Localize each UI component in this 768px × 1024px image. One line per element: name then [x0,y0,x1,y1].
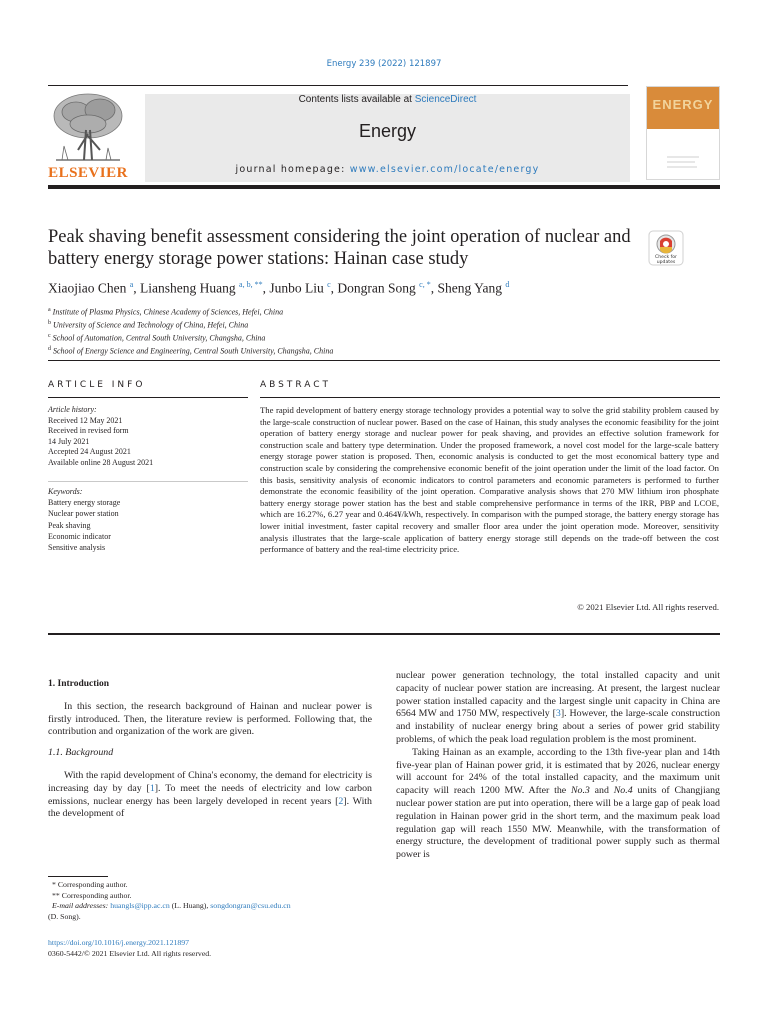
author-affiliation-marker[interactable]: a [129,280,134,289]
history-entry: Available online 28 August 2021 [48,457,154,467]
author-list [48,280,708,297]
journal-title[interactable]: Energy [358,121,417,141]
homepage-line: journal homepage: www.elsevier.com/locate/energy [235,164,540,175]
keyword: Battery energy storage [48,498,121,508]
history-entry: 14 July 2021 [48,436,90,446]
cover-title: ENERGY [652,97,714,112]
affiliation-marker: b [48,320,51,327]
affiliation-text: School of Energy Science and Engineering, Central South University, Changsha, China [53,347,334,357]
affiliation-marker: d [48,346,51,353]
contents-line: Contents lists available at ScienceDirect [298,94,477,105]
journal-cover[interactable] [646,86,720,180]
author-name[interactable]: Liansheng Huang [140,280,236,296]
email-link-huang[interactable]: huangls@ipp.ac.cn [110,901,170,911]
abstract-rule [260,397,720,398]
check-for-updates-button[interactable] [648,230,684,266]
history-entry: Received 12 May 2021 [48,415,123,425]
footnote-rule [48,876,108,877]
corresponding-author-note: ** Corresponding author. [52,890,132,900]
sciencedirect-link[interactable]: ScienceDirect [414,94,477,105]
history-entry: Accepted 24 August 2021 [48,447,131,457]
article-title: Peak shaving benefit assessment considering the joint operation of nuclear and battery energy storage power stations: Hainan case study [48,227,631,269]
author-separator: , [330,280,338,296]
affiliation-marker: c [48,333,51,340]
issn-line: 0360-5442/© 2021 Elsevier Ltd. All rights reserved. [48,948,212,958]
affiliation-marker: a [48,307,51,313]
background-paragraph: With the rapid development of China's economy, the demand for electricity is increasing day by day [1]. To meet the needs of electricity and low carbon emissions, nuclear energy has been largely developed in recent years [2]. With the development of [48,769,372,820]
affiliation-text: University of Science and Technology of China, Hefei, China [53,320,249,330]
citation-link[interactable]: Energy 239 (2022) 121897 [326,59,442,69]
affiliation-text: Institute of Plasma Physics, Chinese Academy of Sciences, Hefei, China [52,307,284,317]
publisher-name: ELSEVIER [48,165,128,181]
footnotes [48,880,372,922]
body-column-left [48,678,372,821]
affiliation-item [48,305,708,318]
author-affiliation-marker[interactable]: d [505,280,510,289]
keyword: Peak shaving [48,520,91,530]
abstract-text: The rapid development of battery energy storage technology provides a potential way to solve the grid stability problem caused by the large-scale construction of nuclear power. Based on the case of Hainan, this study analyses the economic feasibility for the joint operation of battery energy storage and nuclear power for peak shaving, and provides an effective solution framework for construction scale and battery type determination. Under the proposed framework, a novel cost model for the large-scale battery energy storage power station is proposed. Then, economic analysis is conducted to get the most economical battery type and construction scale by considering the comprehensive economic benefit of the joint operation under the limit of the load factor. On this basis, sensitivity analysis of economic indicators to control parameters and economic parameters is performed to further demonstrate the economic feasibility of the joint operation. Comparative analysis shows that 270 MW lithium iron phosphate battery energy storage power station has the best and stable comprehensive performance in terms of the IRR, PBP and LCOE, which are 16.27%, 6.27 year and 0.464¥/kWh, respectively. In comparison with the pumped storage, the battery energy storage has lower initial investment, faster capital recovery and smaller floor area under the joint operation mode. Moreover, sensitivity analysis illustrates that the large-scale application of battery energy storage still depends on the trade-off between the cost performance of battery and the real-time electricity price. [260,405,719,555]
abstract-copyright: © 2021 Elsevier Ltd. All rights reserved. [577,602,719,612]
keywords-rule [48,481,248,482]
keywords-heading: Keywords: [48,487,83,496]
background-heading: 1.1. Background [48,747,114,759]
intro-paragraph: In this section, the research background of Hainan and nuclear power is firstly introduced. Then, the literature review is performed. Following that, the contribution and organization of the work are given. [48,700,372,738]
affiliation-item [48,344,708,357]
author-name[interactable]: Junbo Liu [269,280,324,296]
author-affiliation-marker[interactable]: a, b, ** [239,280,263,289]
article-info-heading: ARTICLE INFO [48,380,146,390]
ref-link-2[interactable]: 2 [338,795,344,807]
email-note: E-mail addresses: huangls@ipp.ac.cn (L. Huang), songdongran@csu.edu.cn [52,901,291,911]
affiliation-text: School of Automation, Central South University, Changsha, China [52,333,266,343]
author-name[interactable]: Sheng Yang [437,280,502,296]
affiliation-item [48,318,708,331]
history-entry: Received in revised form [48,426,129,436]
doi-block [48,938,211,959]
doi-link[interactable]: https://doi.org/10.1016/j.energy.2021.121897 [48,938,190,947]
body-paragraph: Taking Hainan as an example, according to the 13th five-year plan and 14th five-year plan of Hainan power grid, it is estimated that by 2026, nuclear energy will account for 24% of the total installed capacity, and the maximum unit capacity will reach 1200 MW. After the No.3 and No.4 units of Changjiang nuclear power station are put into operation, there will be a large gap of peak load regulation in Hainan power grid in the short term, and the maximum peak load regulation gap will reach 1550 MW. Meanwhile, with the transformation of energy structure, the development of traditional power supply such as thermal power is [396,746,720,861]
article-info-rule [48,397,248,398]
body-paragraph: nuclear power generation technology, the total installed capacity and unit capacity of nuclear power station are increasing. At present, the largest nuclear power station installed capacity and the largest single unit capacity in China are 6564 MW and 1750 MW, respectively [3]. However, the large-scale construction and instability of nuclear energy bring about a series of power grid stability problems, of which the peak load regulation problem is the most prominent. [396,670,721,745]
keywords-list [48,486,248,553]
body-top-rule [48,633,720,635]
corresponding-author-note: * Corresponding author. [52,880,128,889]
article-history [48,405,248,469]
author-name[interactable]: Xiaojiao Chen [48,280,127,296]
author-affiliation-marker[interactable]: c, * [419,280,431,289]
cover-banner [647,87,719,129]
keyword: Nuclear power station [48,509,119,519]
author-separator: , [133,280,141,296]
history-heading: Article history: [48,405,97,414]
abstract-heading: ABSTRACT [260,380,332,390]
author-separator: , [262,280,270,296]
author-name[interactable]: Dongran Song [337,280,416,296]
affiliation-rule [48,360,720,361]
tree-icon [48,90,128,164]
introduction-heading: 1. Introduction [48,679,110,689]
keyword: Sensitive analysis [48,543,106,553]
keyword: Economic indicator [48,531,111,541]
affiliation-list [48,305,708,358]
ref-link-3[interactable]: 3 [555,708,561,720]
ref-link-1[interactable]: 1 [149,782,155,794]
journal-header [145,94,630,182]
elsevier-logo[interactable] [48,90,128,182]
email-note-tail: (D. Song). [48,911,81,921]
cover-lines-icon [647,129,719,179]
header-bottom-rule [48,185,720,189]
header-top-rule [48,85,628,86]
homepage-link[interactable]: www.elsevier.com/locate/energy [349,164,540,175]
check-updates-label: Check for updates [655,255,677,265]
author-separator: , [430,280,438,296]
affiliation-item [48,331,708,344]
author-affiliation-marker[interactable]: c [327,280,331,289]
email-link-song[interactable]: songdongran@csu.edu.cn [210,901,291,911]
body-column-right [396,670,720,862]
